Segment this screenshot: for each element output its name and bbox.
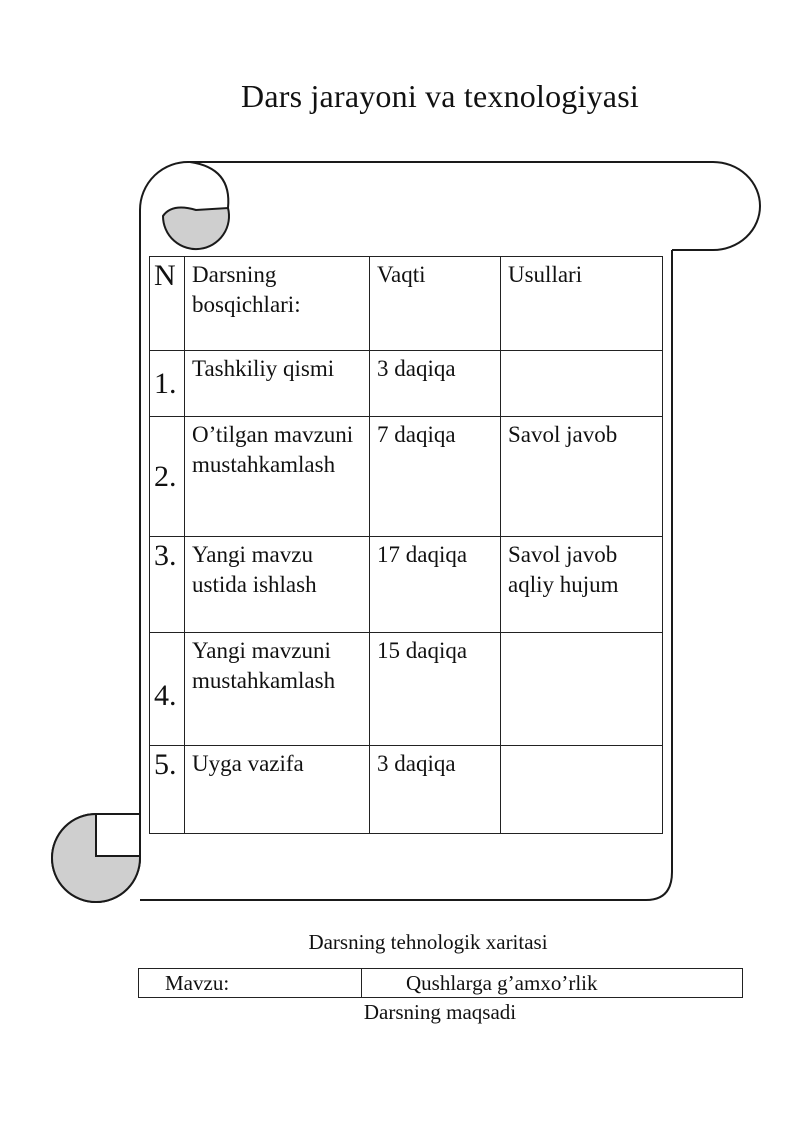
row-method xyxy=(501,633,663,746)
table-row xyxy=(150,746,663,834)
table-row xyxy=(150,537,663,633)
row-time: 3 daqiqa xyxy=(370,351,501,417)
header-number: N xyxy=(150,257,185,351)
topic-value: Qushlarga g’amxo’rlik xyxy=(362,969,743,998)
technology-map-title: Darsning tehnologik xaritasi xyxy=(308,930,548,954)
lesson-stages-table xyxy=(149,256,663,834)
row-method xyxy=(501,351,663,417)
row-number: 4. xyxy=(150,633,185,746)
header-methods: Usullari xyxy=(501,257,663,351)
row-time: 7 daqiqa xyxy=(370,417,501,537)
row-stage: Yangi mavzuni mustahkamlash xyxy=(185,633,370,746)
row-stage: Yangi mavzu ustida ishlash xyxy=(185,537,370,633)
row-stage: Tashkiliy qismi xyxy=(185,351,370,417)
row-method: Savol javob xyxy=(501,417,663,537)
row-time: 3 daqiqa xyxy=(370,746,501,834)
row-time: 15 daqiqa xyxy=(370,633,501,746)
topic-label: Mavzu: xyxy=(139,969,362,998)
row-number: 5. xyxy=(150,746,185,834)
lesson-goal-heading: Darsning maqsadi xyxy=(363,1000,517,1024)
topic-table xyxy=(138,968,743,998)
table-row xyxy=(150,351,663,417)
row-method: Savol javob aqliy hujum xyxy=(501,537,663,633)
row-method xyxy=(501,746,663,834)
row-number: 3. xyxy=(150,537,185,633)
row-number: 1. xyxy=(150,351,185,417)
table-row xyxy=(150,633,663,746)
header-time: Vaqti xyxy=(370,257,501,351)
bottom-scroll-curl xyxy=(52,814,140,902)
top-scroll-curl xyxy=(163,208,229,250)
page-title: Dars jarayoni va texnologiyasi xyxy=(241,78,639,114)
table-header-row xyxy=(150,257,663,351)
row-time: 17 daqiqa xyxy=(370,537,501,633)
row-stage: Uyga vazifa xyxy=(185,746,370,834)
topic-row xyxy=(139,969,743,998)
table-row xyxy=(150,417,663,537)
row-number: 2. xyxy=(150,417,185,537)
row-stage: O’tilgan mavzuni mustahkamlash xyxy=(185,417,370,537)
header-stages: Darsning bosqichlari: xyxy=(185,257,370,351)
